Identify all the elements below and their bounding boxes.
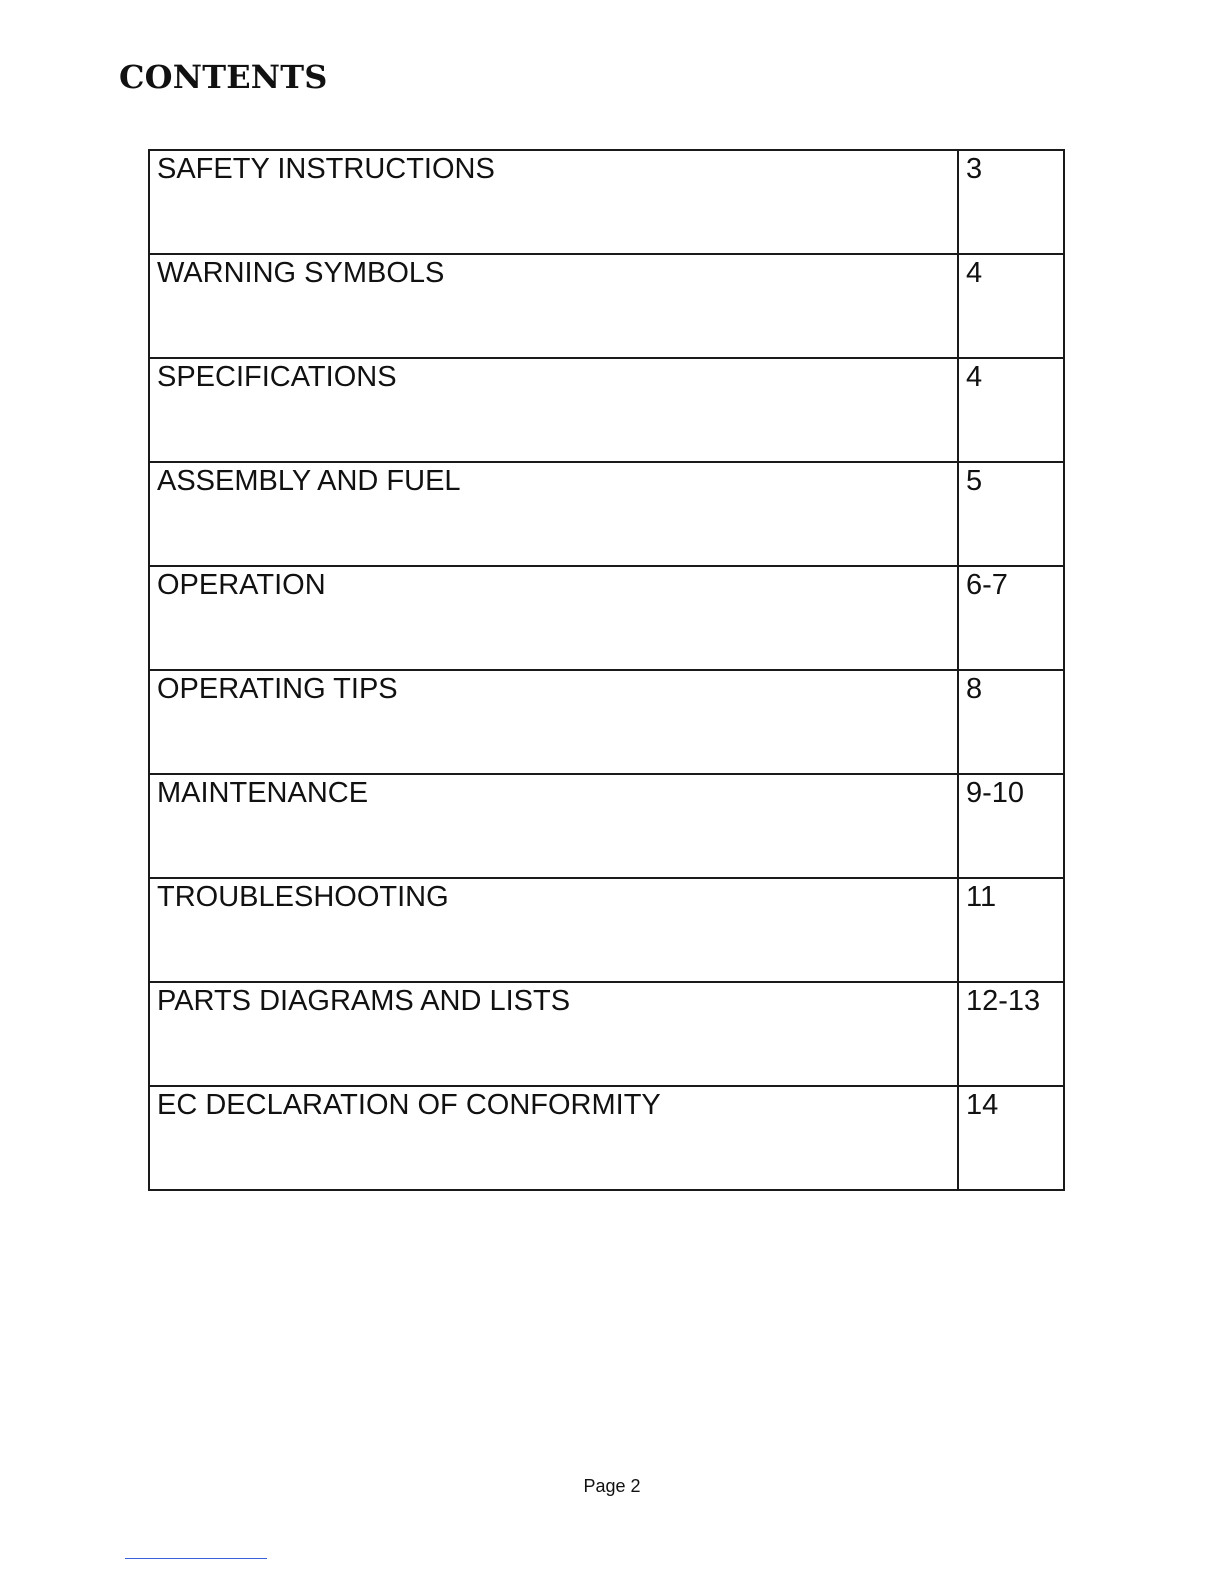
table-row bbox=[149, 150, 1064, 254]
table-row bbox=[149, 1086, 1064, 1190]
section-name: OPERATING TIPS bbox=[149, 670, 958, 774]
section-name: SAFETY INSTRUCTIONS bbox=[149, 150, 958, 254]
page-footer: Page 2 bbox=[583, 1476, 641, 1496]
page-number: 12-13 bbox=[958, 982, 1064, 1086]
page-number: 11 bbox=[958, 878, 1064, 982]
page-title: CONTENTS bbox=[119, 58, 328, 96]
section-name: TROUBLESHOOTING bbox=[149, 878, 958, 982]
page-number: 4 bbox=[958, 358, 1064, 462]
section-name: MAINTENANCE bbox=[149, 774, 958, 878]
page-number: 8 bbox=[958, 670, 1064, 774]
table-row bbox=[149, 358, 1064, 462]
section-name: EC DECLARATION OF CONFORMITY bbox=[149, 1086, 958, 1190]
page-number: 9-10 bbox=[958, 774, 1064, 878]
page-number: 5 bbox=[958, 462, 1064, 566]
table-row bbox=[149, 462, 1064, 566]
section-name: WARNING SYMBOLS bbox=[149, 254, 958, 358]
table-row bbox=[149, 566, 1064, 670]
section-name: OPERATION bbox=[149, 566, 958, 670]
page-number: 3 bbox=[958, 150, 1064, 254]
contents-table bbox=[148, 149, 1065, 1191]
section-name: PARTS DIAGRAMS AND LISTS bbox=[149, 982, 958, 1086]
section-name: ASSEMBLY AND FUEL bbox=[149, 462, 958, 566]
table-row bbox=[149, 982, 1064, 1086]
table-row bbox=[149, 254, 1064, 358]
page-number: 4 bbox=[958, 254, 1064, 358]
table-row bbox=[149, 774, 1064, 878]
table-row bbox=[149, 878, 1064, 982]
page-number: 14 bbox=[958, 1086, 1064, 1190]
page-number: 6-7 bbox=[958, 566, 1064, 670]
table-row bbox=[149, 670, 1064, 774]
section-name: SPECIFICATIONS bbox=[149, 358, 958, 462]
footnote-divider bbox=[125, 1558, 267, 1559]
